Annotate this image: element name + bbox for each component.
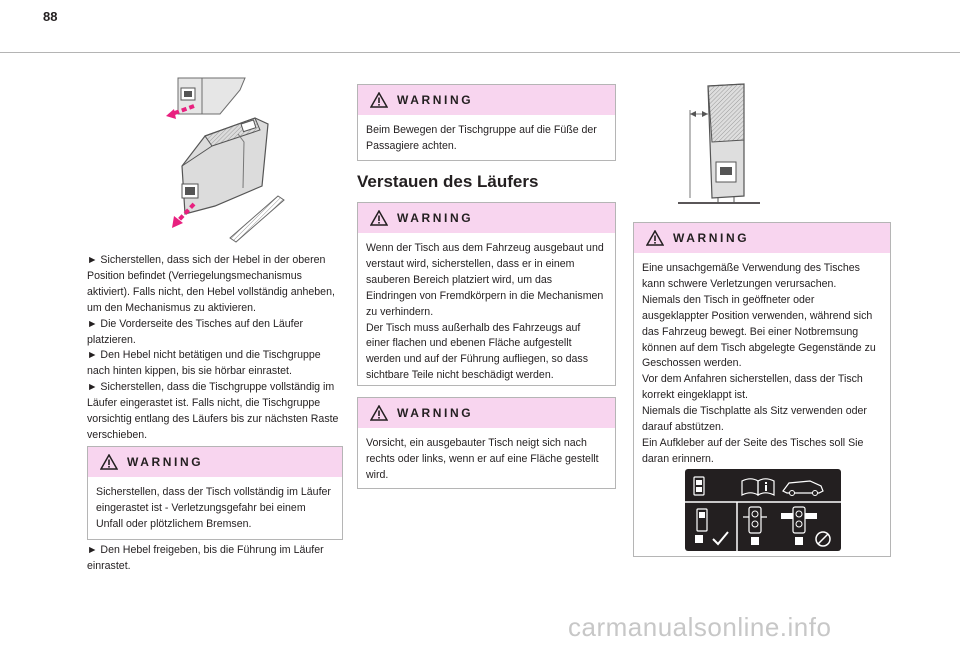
warning-text: Der Tisch muss außerhalb des Fahrzeugs auf einer flachen und ebenen Fläche aufgestellt werden und auf der Führung aufliegen, so dass sichtbare Teile nicht beschädigt werden. (366, 321, 589, 382)
warning-box-tilt (357, 397, 616, 489)
warning-text: Beim Bewegen der Tischgruppe auf die Füße der Passagiere achten. (366, 124, 597, 152)
warning-title: WARNING (397, 406, 474, 420)
step-text: ► Den Hebel nicht betätigen und die Tischgruppe nach hinten kippen, bis sie hörbar einrastet. (87, 349, 321, 378)
page-number: 88 (43, 9, 58, 24)
warning-box-feet (357, 84, 616, 161)
warning-header (358, 203, 615, 233)
watermark: carmanualsonline.info (568, 612, 832, 642)
warning-triangle-icon (370, 92, 388, 108)
warning-text: Vorsicht, ein ausgebauter Tisch neigt sich nach rechts oder links, wenn er auf eine Fläche gestellt wird. (366, 437, 599, 481)
warning-header (358, 398, 615, 428)
warning-triangle-icon (646, 230, 664, 246)
warning-text: Ein Aufkleber auf der Seite des Tisches soll Sie daran erinnern. (642, 436, 864, 465)
warning-text: Sicherstellen, dass der Tisch vollständig im Läufer eingerastet ist - Verletzungsgefahr bei einem Unfall oder plötzlichem Bremsen. (96, 486, 331, 530)
warning-title: WARNING (673, 231, 750, 245)
warning-sticker (685, 469, 841, 556)
warning-triangle-icon (100, 454, 118, 470)
installation-steps (87, 253, 342, 444)
warning-text: Wenn der Tisch aus dem Fahrzeug ausgebaut und verstaut wird, sicherstellen, dass er in einem sauberen Bereich platziert wird, um das Eindringen von Fremdkörpern in die Mechanismen zu verhindern. (366, 242, 604, 318)
table-on-rail-illustration (160, 76, 290, 248)
warning-text: Eine unsachgemäße Verwendung des Tisches kann schwere Verletzungen verursachen. (642, 262, 860, 290)
step-text: ► Die Vorderseite des Tisches auf den Läufer platzieren. (87, 317, 304, 346)
warning-header (358, 85, 615, 115)
warning-box-locking (87, 446, 343, 540)
step-text: ► Sicherstellen, dass sich der Hebel in der oberen Position befindet (Verriegelungsmechanismus aktiviert). Falls nicht, den Hebel vollständig anheben, um den Mechanismus zu aktivieren. (87, 254, 335, 314)
warning-triangle-icon (370, 210, 388, 226)
warning-title: WARNING (127, 455, 204, 469)
warning-header (88, 447, 342, 477)
warning-text: Niemals die Tischplatte als Sitz verwenden oder darauf abstützen. (642, 405, 867, 434)
header-rule (0, 52, 960, 53)
warning-box-misuse (633, 222, 891, 557)
warning-text: Vor dem Anfahren sicherstellen, dass der Tisch korrekt eingeklappt ist. (642, 373, 863, 402)
warning-title: WARNING (397, 211, 474, 225)
step-text: ► Sicherstellen, dass die Tischgruppe vollständig im Läufer eingerastet ist. Falls nicht, die Tischgruppe vorsichtig entlang des Läufers bis zur nächsten Raste verschieben. (87, 381, 339, 441)
warning-triangle-icon (370, 405, 388, 421)
section-title: Verstauen des Läufers (357, 172, 539, 191)
final-step: ► Den Hebel freigeben, bis die Führung im Läufer einrastet. (87, 544, 324, 572)
warning-header (634, 223, 890, 253)
table-tilt-illustration (678, 80, 760, 206)
warning-text: Niemals den Tisch in geöffneter oder ausgeklappter Position verwenden, während sich das Fahrzeug bewegt. Bei einer Notbremsung können auf dem Tisch abgelegte Gegenstände zu Geschossen werden. (642, 293, 876, 370)
warning-title: WARNING (397, 93, 474, 107)
warning-box-storage (357, 202, 616, 386)
